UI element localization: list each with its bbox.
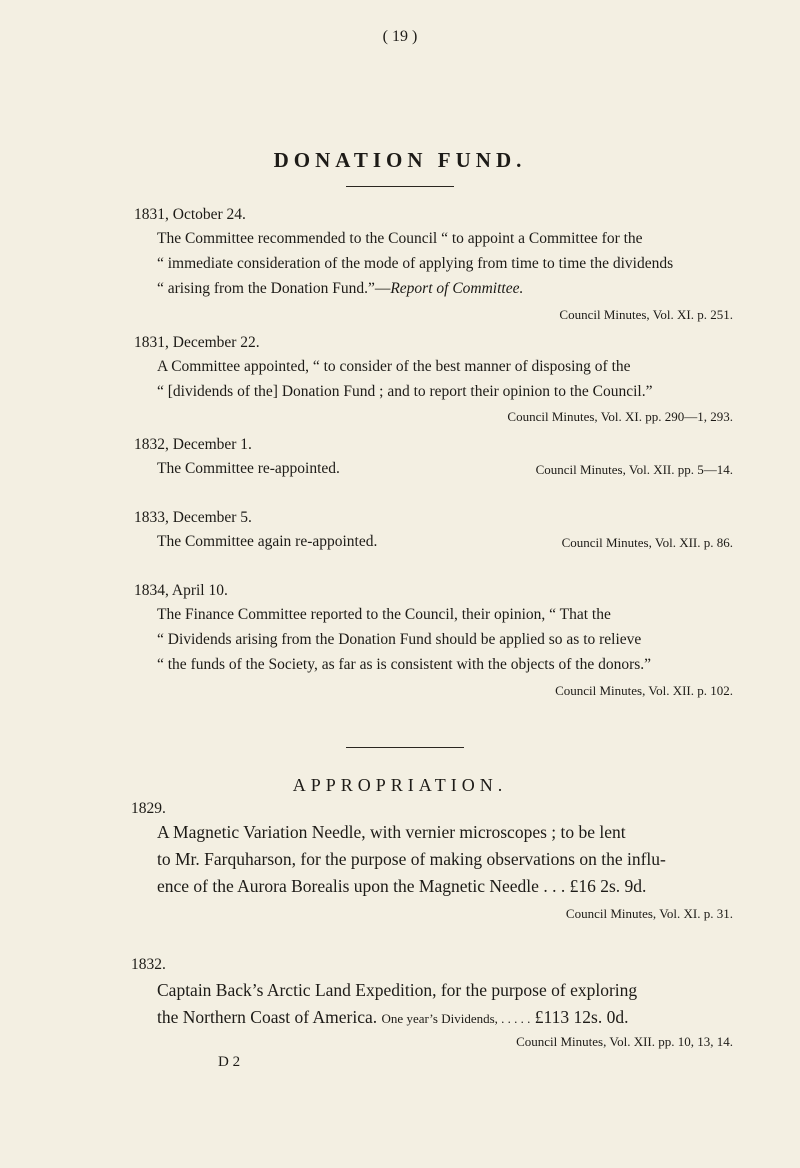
page-number: ( 19 )	[382, 28, 418, 45]
entry-line: The Committee recommended to the Council “ to appoint a Committee for the	[157, 230, 643, 247]
entry-line: “ the funds of the Society, as far as is consistent with the objects of the donors.”	[157, 656, 652, 673]
appropriation-line: ence of the Aurora Borealis upon the Magnetic Needle . . . £16 2s. 9d.	[157, 876, 647, 896]
amount: £113 12s. 0d.	[534, 1007, 629, 1027]
entry-line: The Committee re-appointed.	[157, 460, 340, 477]
citation: Council Minutes, Vol. XI. pp. 290—1, 293.	[507, 409, 733, 424]
appropriation-year: 1832.	[131, 956, 166, 973]
entry-line-with-report	[157, 280, 523, 298]
appropriation-year: 1829.	[131, 800, 166, 817]
entry-line: “ immediate consideration of the mode of applying from time to time the dividends	[157, 255, 674, 272]
report-reference: Report of Committee.	[390, 280, 524, 297]
citation: Council Minutes, Vol. XII. pp. 10, 13, 14.	[516, 1034, 733, 1049]
citation: Council Minutes, Vol. XI. p. 251.	[559, 307, 733, 322]
citation: Council Minutes, Vol. XII. p. 102.	[555, 683, 733, 698]
entry-date: 1831, December 22.	[134, 334, 260, 351]
entry-line: “ [dividends of the] Donation Fund ; and to report their opinion to the Council.”	[157, 383, 653, 400]
appropriation-line: A Magnetic Variation Needle, with vernier microscopes ; to be lent	[157, 822, 626, 842]
citation: Council Minutes, Vol. XI. p. 31.	[565, 906, 733, 921]
entry-date: 1833, December 5.	[134, 509, 252, 526]
entry-line: “ Dividends arising from the Donation Fund should be applied so as to relieve	[157, 631, 642, 648]
citation: Council Minutes, Vol. XII. p. 86.	[561, 535, 733, 550]
appropriation-line: to Mr. Farquharson, for the purpose of making observations on the influ-	[157, 849, 666, 869]
appropriation-line: Captain Back’s Arctic Land Expedition, for the purpose of exploring	[157, 980, 638, 1000]
divider	[346, 747, 464, 748]
divider	[346, 186, 454, 187]
dividends-note: One year’s Dividends, . . . . .	[381, 1011, 531, 1026]
citation: Council Minutes, Vol. XII. pp. 5—14.	[535, 462, 733, 477]
page-title: DONATION FUND.	[273, 148, 527, 172]
entry-date: 1831, October 24.	[134, 206, 246, 223]
entry-date: 1834, April 10.	[134, 582, 228, 599]
entry-date: 1832, December 1.	[134, 436, 252, 453]
signature-mark: D 2	[218, 1054, 241, 1070]
appropriation-text: the Northern Coast of America.	[157, 1007, 378, 1027]
entry-line: The Finance Committee reported to the Council, their opinion, “ That the	[157, 606, 611, 623]
entry-line: “ arising from the Donation Fund.”—	[157, 280, 391, 297]
entry-line: The Committee again re-appointed.	[157, 533, 378, 550]
section-title: APPROPRIATION.	[292, 775, 508, 795]
entry-line: A Committee appointed, “ to consider of the best manner of disposing of the	[157, 358, 631, 375]
appropriation-line-2	[157, 1007, 628, 1028]
